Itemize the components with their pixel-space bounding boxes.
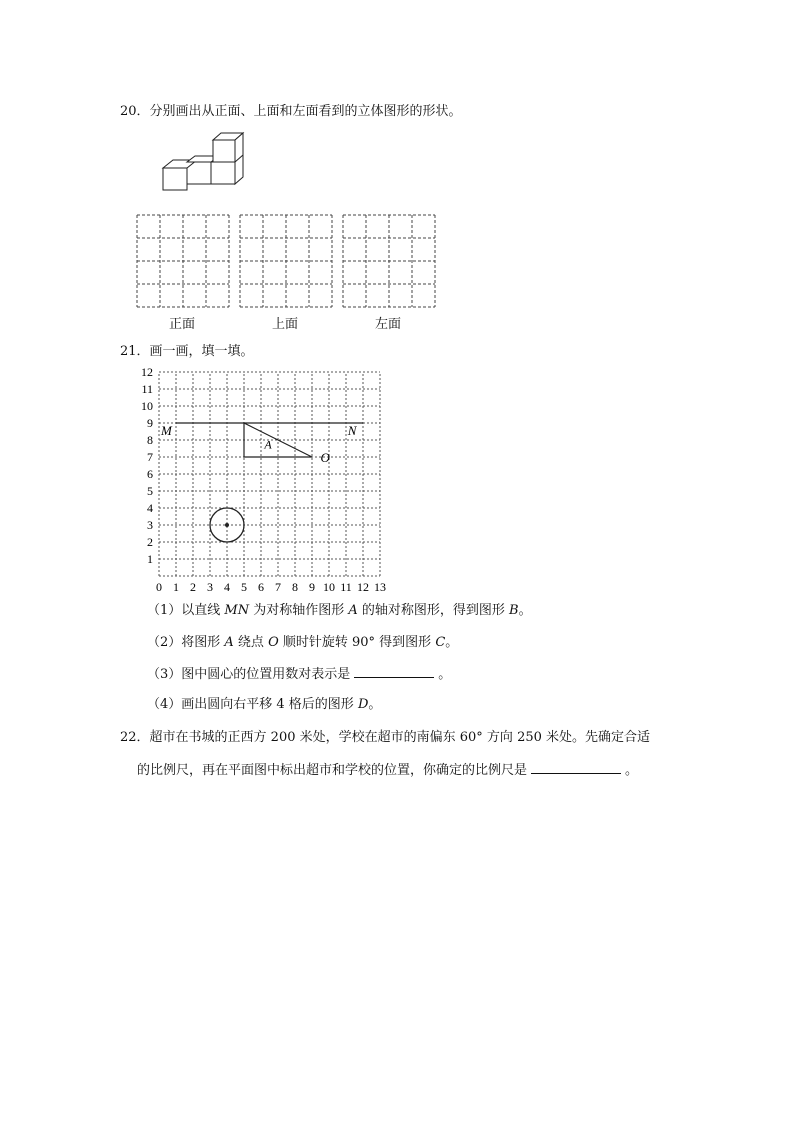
q22-text-2: 的比例尺，再在平面图中标出超市和学校的位置，你确定的比例尺是 bbox=[137, 763, 528, 778]
y-tick-label: 1 bbox=[147, 552, 153, 566]
item1-prefix: （1）以直线 bbox=[147, 603, 225, 618]
y-tick-label: 3 bbox=[147, 518, 153, 532]
q20-text: 分别画出从正面、上面和左面看到的立体图形的形状。 bbox=[149, 104, 462, 119]
y-tick-label: 10 bbox=[141, 399, 153, 413]
x-tick-label: 0 bbox=[156, 580, 162, 594]
item3-prefix: （3）图中圆心的位置用数对表示是 bbox=[147, 667, 351, 682]
q22-end: 。 bbox=[625, 763, 639, 778]
y-tick-label: 6 bbox=[147, 467, 153, 481]
item1-b: B bbox=[509, 603, 519, 618]
q21-number: 21． bbox=[120, 344, 150, 359]
cube-front bbox=[213, 140, 235, 162]
label-a: A bbox=[264, 437, 272, 452]
label-m: M bbox=[161, 422, 172, 438]
y-tick-label: 9 bbox=[147, 416, 153, 430]
item4-prefix: （4）画出圆向右平移 4 格后的图形 bbox=[147, 697, 358, 712]
circle-center bbox=[225, 523, 229, 527]
q22-line-2 bbox=[137, 761, 638, 780]
item1-a: A bbox=[348, 603, 358, 618]
x-tick-label: 5 bbox=[241, 580, 247, 594]
q21-item-1 bbox=[147, 602, 532, 620]
view-label-top: 上面 bbox=[271, 317, 298, 332]
x-tick-label: 10 bbox=[323, 580, 335, 594]
view-grids bbox=[136, 214, 438, 310]
cube-front bbox=[163, 168, 187, 190]
x-tick-label: 1 bbox=[173, 580, 179, 594]
y-tick-label: 12 bbox=[141, 365, 153, 379]
q21-item-2 bbox=[147, 634, 458, 652]
x-tick-label: 12 bbox=[357, 580, 369, 594]
q22-text-1: 超市在书城的正西方 200 米处，学校在超市的南偏东 60° 方向 250 米处。先确定合适 bbox=[149, 730, 651, 745]
q21-text: 画一画，填一填。 bbox=[149, 344, 254, 359]
y-tick-label: 4 bbox=[147, 501, 153, 515]
q22-line-1 bbox=[120, 729, 650, 747]
item1-mn: MN bbox=[224, 603, 250, 618]
item2-mid: 绕点 bbox=[233, 635, 269, 650]
q21-line bbox=[120, 343, 254, 361]
item2-a: A bbox=[224, 635, 234, 650]
coordinate-grid bbox=[130, 364, 400, 598]
view-label-front: 正面 bbox=[168, 317, 195, 332]
item1-rest: 的轴对称图形，得到图形 bbox=[357, 603, 510, 618]
y-tick-label: 7 bbox=[147, 450, 153, 464]
x-tick-label: 11 bbox=[340, 580, 352, 594]
item2-prefix: （2）将图形 bbox=[147, 635, 225, 650]
label-o: O bbox=[320, 450, 330, 466]
q21-item-3 bbox=[147, 665, 451, 684]
x-tick-label: 3 bbox=[207, 580, 213, 594]
y-tick-label: 2 bbox=[147, 535, 153, 549]
x-tick-label: 6 bbox=[258, 580, 264, 594]
answer-blank[interactable] bbox=[354, 665, 434, 678]
item2-c: C bbox=[435, 635, 446, 650]
y-tick-label: 11 bbox=[141, 382, 153, 396]
x-tick-label: 2 bbox=[190, 580, 196, 594]
view-label-left: 左面 bbox=[374, 317, 401, 332]
item4-end: 。 bbox=[368, 697, 382, 712]
item4-d: D bbox=[357, 697, 369, 712]
q20-line bbox=[120, 103, 462, 121]
cube-front bbox=[211, 162, 235, 184]
label-n: N bbox=[347, 422, 357, 438]
item2-rest: 顺时针旋转 90° 得到图形 bbox=[278, 635, 436, 650]
x-tick-label: 8 bbox=[292, 580, 298, 594]
x-tick-label: 4 bbox=[224, 580, 230, 594]
item1-mid: 为对称轴作图形 bbox=[249, 603, 349, 618]
x-tick-label: 7 bbox=[275, 580, 281, 594]
y-tick-label: 5 bbox=[147, 484, 153, 498]
q22-number: 22． bbox=[120, 730, 150, 745]
cube-figure bbox=[158, 128, 248, 194]
item3-end: 。 bbox=[438, 667, 452, 682]
item2-end: 。 bbox=[445, 635, 459, 650]
item2-o: O bbox=[268, 635, 279, 650]
answer-blank[interactable] bbox=[531, 761, 621, 774]
x-tick-label: 9 bbox=[309, 580, 315, 594]
q21-item-4 bbox=[147, 696, 381, 714]
x-tick-label: 13 bbox=[374, 580, 386, 594]
q20-number: 20． bbox=[120, 104, 150, 119]
item1-end: 。 bbox=[518, 603, 532, 618]
y-tick-label: 8 bbox=[147, 433, 153, 447]
